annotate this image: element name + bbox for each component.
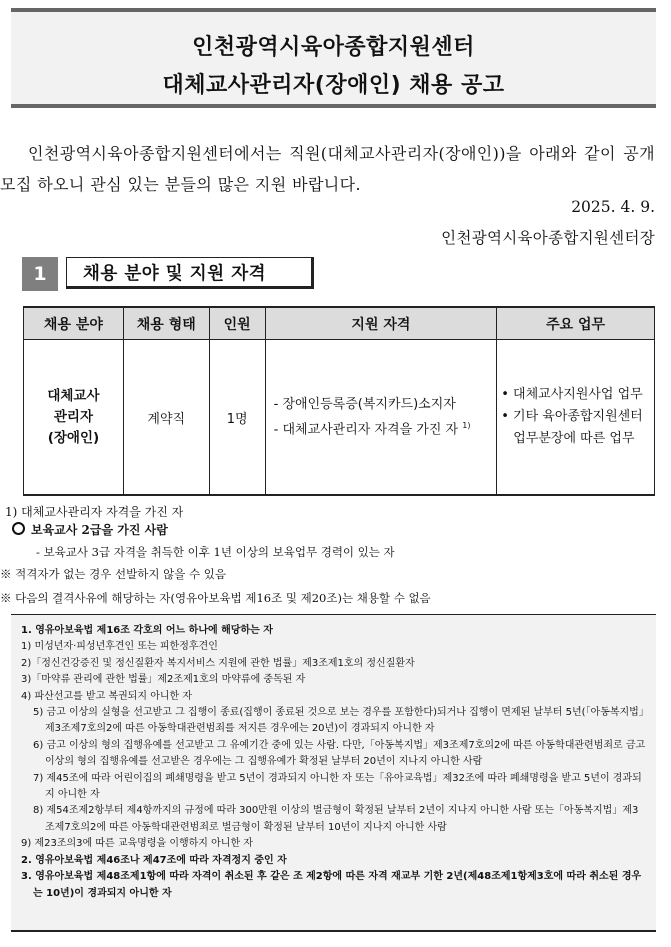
disqualification-note: ※ 다음의 결격사유에 해당하는 자(영유아보육법 제16조 및 제20조)는 채용할 수 없음 xyxy=(0,591,431,605)
section-title: 채용 분야 및 지원 자격 xyxy=(66,257,314,289)
circle-bullet-icon xyxy=(12,522,25,535)
title-banner xyxy=(11,8,656,108)
qualification-item: - 장애인등록증(복지카드)소지자 xyxy=(273,396,456,412)
cell-duties xyxy=(497,340,655,496)
qualification-sub-item: - 보육교사 3급 자격을 취득한 이후 1년 이상의 보육업무 경력이 있는 자 xyxy=(36,545,395,559)
duty-item: • 기타 육아종합지원센터 업무분장에 따른 업무 xyxy=(501,409,643,446)
recruitment-table xyxy=(23,306,655,496)
intro-text: 인천광역시육아종합지원센터에서는 직원(대체교사관리자(장애인))을 아래와 같이 공개 모집 하오니 관심 있는 분들의 많은 지원 바랍니다. xyxy=(0,144,655,194)
cell-field xyxy=(24,340,124,496)
footnote-text: 1) 대체교사관리자 자격을 가진 자 xyxy=(5,505,184,519)
list-item: 5) 금고 이상의 실형을 선고받고 그 집행이 종료(집행이 종료된 것으로 보는 경우를 포함한다)되거나 집행이 면제된 날부터 5년(「아동복지법」제3조제7호의2에 따른 아동학대관련범죄를 저지른 경우에는 20년)이 경과되지 아니한 자 xyxy=(33,707,644,735)
footnote-marker: 1) xyxy=(462,420,471,430)
warning-note: ※ 적격자가 없는 경우 선발하지 않을 수 있음 xyxy=(0,567,226,581)
field-line-3: (장애인) xyxy=(47,429,100,446)
disqualification-heading-2: 2. 영유아보육법 제46조나 제47조에 따라 자격정지 중인 자 xyxy=(21,854,287,866)
table-header-row xyxy=(24,307,655,340)
header-field: 채용 분야 xyxy=(24,307,124,340)
disqualification-heading-3: 3. 영유아보육법 제48조제1항에 따라 자격이 취소된 후 같은 조 제2항에 따른 자격 재교부 기한 2년(제48조제1항제3호에 따라 취소된 경우는 10년)이 경과되지 아니한 자 xyxy=(21,871,642,899)
list-item: 4) 파산선고를 받고 복권되지 아니한 자 xyxy=(21,690,193,702)
notice-date: 2025. 4. 9. xyxy=(571,198,655,216)
qualification-item: - 대체교사관리자 자격을 가진 자 $^{1)}$ xyxy=(273,420,471,438)
header-type: 채용 형태 xyxy=(123,307,209,340)
header-qualifications: 지원 자격 xyxy=(265,307,497,340)
list-item: 1) 미성년자·피성년후견인 또는 피한정후견인 xyxy=(21,641,218,653)
banner-bottom-rule xyxy=(11,104,656,108)
duty-item: • 대체교사지원사업 업무 xyxy=(501,387,643,402)
list-item: 6) 금고 이상의 형의 집행유예를 선고받고 그 유예기간 중에 있는 사람. 다만,「아동복지법」제3조제7호의2에 따른 아동학대관련범죄로 금고 이상의 형의 집행유예를 선고받은 경우에는 그 집행유예가 확정된 날부터 20년이 지나지 아니한 사람 xyxy=(33,739,646,768)
header-count: 인원 xyxy=(209,307,265,340)
intro-paragraph xyxy=(0,138,655,200)
cell-type: 계약직 xyxy=(123,340,209,496)
cell-count: 1명 xyxy=(209,340,265,496)
page-title-org: 인천광역시육아종합지원센터 xyxy=(192,35,475,60)
field-line-2: 관리자 xyxy=(53,408,93,425)
header-duties: 주요 업무 xyxy=(497,307,655,340)
cell-qualifications xyxy=(265,340,497,496)
disqualification-box xyxy=(11,614,656,932)
list-item: 7) 제45조에 따라 어린이집의 폐쇄명령을 받고 5년이 경과되지 아니한 자 또는「유아교육법」제32조에 따라 폐쇄명령을 받고 5년이 경과되지 아니한 자 xyxy=(33,772,642,801)
list-item: 9) 제23조의3에 따른 교육명령을 이행하지 아니한 자 xyxy=(21,838,253,850)
list-item: 3)「마약류 관리에 관한 법률」제2조제1호의 마약류에 중독된 자 xyxy=(21,674,306,686)
table-row xyxy=(24,340,655,496)
disqualification-heading-1: 1. 영유아보육법 제16조 각호의 어느 하나에 해당하는 자 xyxy=(21,625,273,636)
section-number: 1 xyxy=(22,257,58,291)
list-item: 2)「정신건강증진 및 정신질환자 복지서비스 지원에 관한 법률」제3조제1호의 정신질환자 xyxy=(21,657,415,669)
field-line-1: 대체교사 xyxy=(47,387,100,404)
list-item: 8) 제54조제2항부터 제4항까지의 규정에 따라 300만원 이상의 벌금형이 확정된 날부터 2년이 지나지 아니한 사람 또는「아동복지법」제3조제7호의2에 따른 아동학대관련범죄로 벌금형이 확정된 날부터 10년이 지나지 아니한 사람 xyxy=(33,805,639,833)
page-title-notice: 대체교사관리자(장애인) 채용 공고 xyxy=(162,73,505,98)
notice-signer: 인천광역시육아종합지원센터장 xyxy=(441,229,655,247)
qualification-bold-item: 보육교사 2급을 가진 사람 xyxy=(12,521,168,538)
